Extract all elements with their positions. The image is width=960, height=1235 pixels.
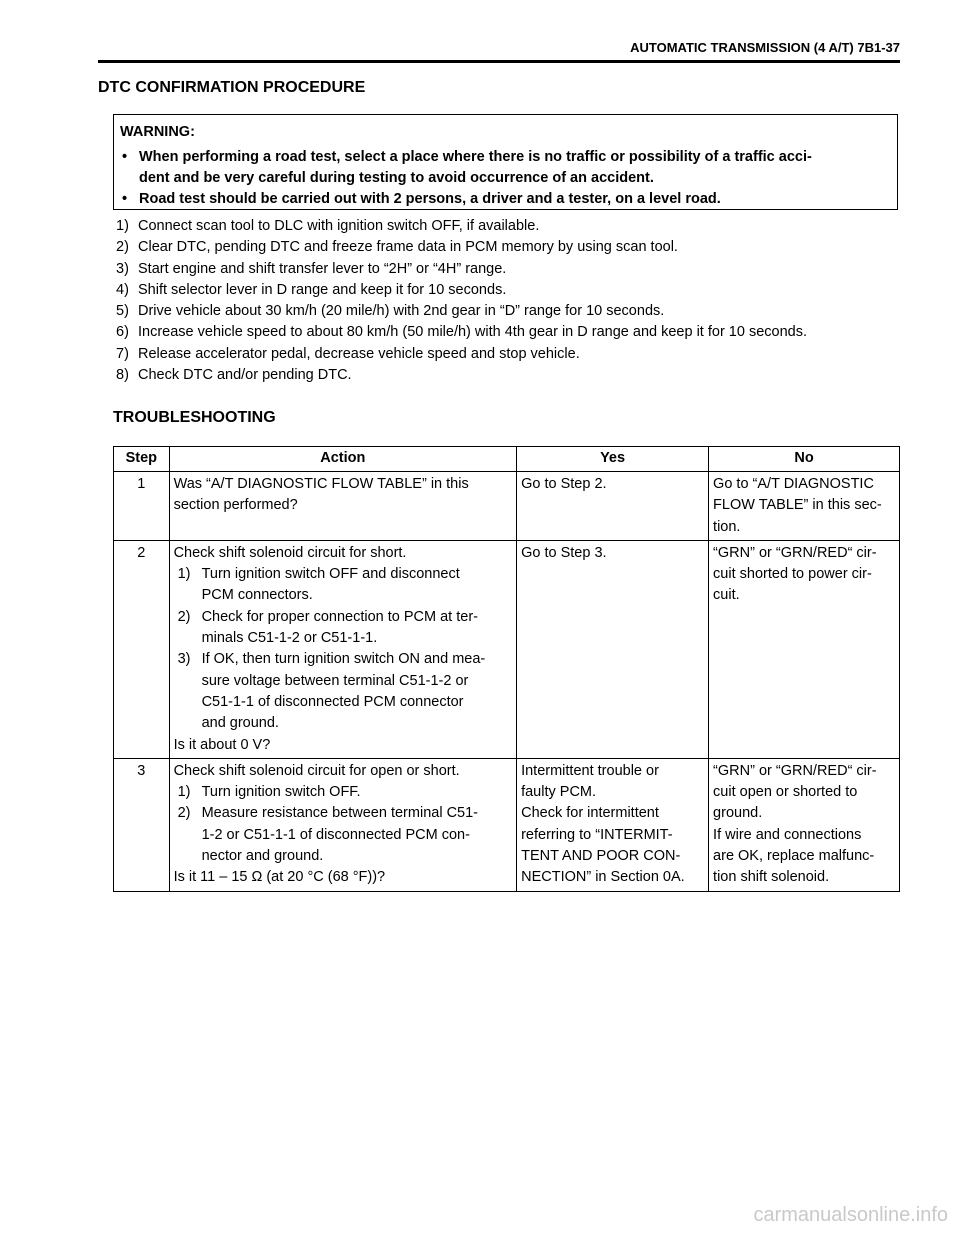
no-line: “GRN” or “GRN/RED“ cir-: [713, 762, 877, 779]
yes-line: faulty PCM.: [521, 784, 597, 801]
no-line: If wire and connections: [713, 826, 862, 843]
action-question: Is it about 0 V?: [173, 736, 271, 753]
procedure-step: 1) Connect scan tool to DLC with ignition switch OFF, if available.: [116, 218, 540, 234]
substep-text: [202, 782, 361, 803]
no-line: are OK, replace malfunc-: [713, 848, 875, 865]
substep-line: PCM connectors.: [201, 587, 313, 604]
action-line: section performed?: [173, 497, 298, 514]
col-header-no: No: [709, 447, 900, 472]
action-substep: [174, 607, 513, 650]
substep-line: C51-1-1 of disconnected PCM connector: [201, 693, 464, 710]
warning-text: Road test should be carried out with 2 persons, a driver and a tester, on a level road.: [139, 191, 721, 207]
troubleshooting-table: [113, 446, 900, 892]
warning-title: WARNING:: [120, 124, 195, 140]
substep-line: Turn ignition switch OFF and disconnect: [201, 566, 460, 583]
no-cell: [709, 540, 900, 758]
action-cell: [169, 540, 517, 758]
yes-cell: [517, 540, 709, 758]
section-title-dtc: DTC CONFIRMATION PROCEDURE: [98, 79, 366, 96]
col-header-action: Action: [169, 447, 517, 472]
col-header-yes: Yes: [517, 447, 709, 472]
yes-line: Intermittent trouble or: [521, 762, 659, 779]
step-cell: 1: [114, 472, 170, 541]
substep-line: 1-2 or C51-1-1 of disconnected PCM con-: [201, 826, 470, 843]
procedure-step: 4) Shift selector lever in D range and keep it for 10 seconds.: [116, 281, 507, 298]
action-cell: [169, 758, 517, 891]
no-line: cuit.: [713, 587, 740, 604]
procedure-step: 6) Increase vehicle speed to about 80 km/h (50 mile/h) with 4th gear in D range and keep it for 10 seconds.: [116, 324, 807, 341]
no-line: cuit open or shorted to: [713, 784, 858, 801]
substep-number: 1): [177, 784, 191, 801]
yes-line: Go to Step 2.: [521, 476, 607, 492]
warning-text: dent and be very careful during testing to avoid occurrence of an accident.: [139, 170, 654, 186]
table-header-row: [114, 447, 900, 472]
procedure-step: 7) Release accelerator pedal, decrease vehicle speed and stop vehicle.: [116, 345, 580, 362]
yes-cell: [517, 758, 709, 891]
substep-number: 2): [177, 805, 191, 822]
no-line: cuit shorted to power cir-: [713, 566, 872, 583]
no-line: “GRN” or “GRN/RED“ cir-: [713, 544, 877, 561]
no-line: ground.: [713, 805, 763, 822]
substep-number: 2): [177, 608, 191, 625]
table-row: [114, 472, 900, 541]
action-substep: [174, 803, 513, 867]
step-cell: 3: [114, 758, 170, 891]
action-question: Is it 11 – 15 Ω (at 20 °C (68 °F))?: [173, 869, 386, 886]
no-cell: [709, 472, 900, 541]
substep-text: [202, 564, 460, 607]
warning-text: When performing a road test, select a place where there is no traffic or possibility of a traffic acci-: [139, 149, 812, 165]
step-cell: 2: [114, 540, 170, 758]
substep-line: and ground.: [201, 715, 279, 732]
substep-line: If OK, then turn ignition switch ON and mea-: [201, 651, 486, 668]
substep-line: sure voltage between terminal C51-1-2 or: [201, 672, 469, 689]
action-substep: [174, 564, 513, 607]
substep-text: [202, 803, 478, 867]
substep-text: [202, 649, 486, 734]
substep-line: minals C51-1-2 or C51-1-1.: [201, 630, 378, 647]
procedure-list: [116, 216, 896, 386]
yes-line: NECTION” in Section 0A.: [521, 869, 685, 886]
no-line: FLOW TABLE” in this sec-: [713, 497, 882, 514]
substep-number: 3): [177, 651, 191, 668]
col-header-step: Step: [114, 447, 170, 472]
table-row: [114, 540, 900, 758]
yes-line: referring to “INTERMIT-: [521, 826, 673, 843]
no-line: tion.: [713, 518, 741, 535]
yes-line: TENT AND POOR CON-: [521, 848, 681, 865]
warning-bullet-cont: [120, 168, 891, 189]
watermark: carmanualsonline.info: [753, 1204, 948, 1226]
procedure-step: 2) Clear DTC, pending DTC and freeze frame data in PCM memory by using scan tool.: [116, 239, 678, 256]
warning-bullet: [120, 189, 891, 210]
procedure-step: 8) Check DTC and/or pending DTC.: [116, 367, 352, 384]
substep-text: [202, 607, 478, 650]
substep-line: Turn ignition switch OFF.: [201, 784, 361, 801]
action-line: Check shift solenoid circuit for open or short.: [173, 762, 460, 779]
action-substep: [174, 782, 513, 803]
no-line: Go to “A/T DIAGNOSTIC: [713, 476, 874, 492]
bullet-icon: •: [122, 149, 128, 165]
action-line: Was “A/T DIAGNOSTIC FLOW TABLE” in this: [173, 476, 469, 492]
header-rule: [98, 60, 900, 63]
warning-box: [113, 114, 898, 210]
yes-line: Check for intermittent: [521, 805, 659, 822]
substep-line: nector and ground.: [201, 848, 324, 865]
page-header: AUTOMATIC TRANSMISSION (4 A/T) 7B1-37: [630, 40, 900, 55]
no-cell: [709, 758, 900, 891]
bullet-icon: •: [122, 191, 128, 207]
procedure-step: 5) Drive vehicle about 30 km/h (20 mile/h) with 2nd gear in “D” range for 10 seconds.: [116, 303, 665, 320]
procedure-step: 3) Start engine and shift transfer lever to “2H” or “4H” range.: [116, 260, 507, 277]
substep-line: Measure resistance between terminal C51-: [201, 805, 478, 822]
substep-number: 1): [177, 566, 191, 583]
yes-cell: [517, 472, 709, 541]
warning-bullet: [120, 147, 891, 168]
table-row: [114, 758, 900, 891]
action-substep: [174, 649, 513, 734]
action-cell: [169, 472, 517, 541]
action-line: Check shift solenoid circuit for short.: [173, 544, 407, 561]
no-line: tion shift solenoid.: [713, 869, 830, 886]
section-title-troubleshooting: TROUBLESHOOTING: [113, 409, 276, 426]
substep-line: Check for proper connection to PCM at ter-: [201, 608, 478, 625]
yes-line: Go to Step 3.: [521, 544, 607, 561]
